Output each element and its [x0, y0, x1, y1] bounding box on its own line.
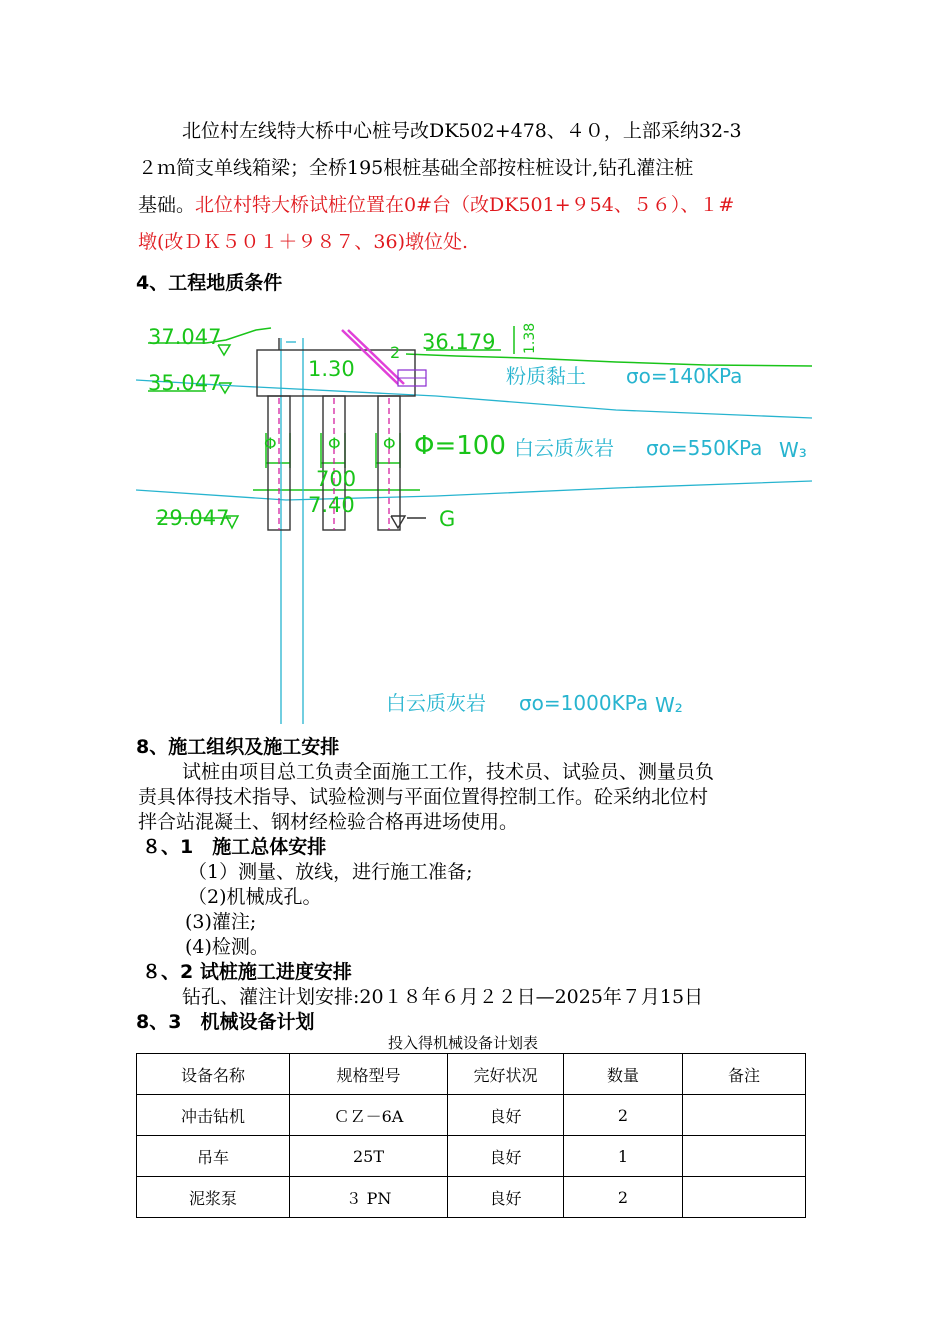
- schedule-text: 钻孔、灌注计划安排:20１８年６月２２日—2025年７月15日: [182, 986, 704, 1008]
- table-cell: 1: [564, 1136, 683, 1177]
- layer-2-sigma: σo=550KPa: [646, 436, 763, 460]
- section-8-line-3: 拌合站混凝土、钢材经检验合格再进场使用。: [138, 811, 519, 833]
- layer-2-name: 白云质灰岩: [514, 436, 614, 460]
- intro-line-4: 墩(改ＤＫ５０１＋９８７、36)墩位处.: [138, 231, 469, 253]
- table-header-row: [137, 1054, 806, 1095]
- step-item-3: (3)灌注;: [185, 911, 257, 933]
- intro-line-2: ２ｍ简支单线箱梁；全桥195根桩基础全部按柱桩设计,钻孔灌注桩: [138, 157, 694, 179]
- elev-29047-label: 29.047: [156, 506, 230, 530]
- phi-label-3: Φ: [383, 434, 396, 453]
- section-8-title: 8、施工组织及施工安排: [136, 736, 340, 758]
- slope-label: 2: [390, 343, 401, 362]
- table-row: [137, 1177, 806, 1218]
- table-cell: 良好: [448, 1136, 564, 1177]
- elev-36179-label: 36.179: [422, 330, 496, 354]
- section-8-3-title: 8、3 机械设备计划: [136, 1011, 315, 1033]
- table-cell: 冲击钻机: [137, 1095, 290, 1136]
- table-cell: 泥浆泵: [137, 1177, 290, 1218]
- elev-35047-label: 35.047: [148, 371, 222, 395]
- table-cell: 25T: [290, 1136, 448, 1177]
- table-caption: 投入得机械设备计划表: [388, 1034, 539, 1052]
- geology-drawing: [136, 318, 816, 726]
- table-cell: ＣＺ－6A: [290, 1095, 448, 1136]
- step-item-4: (4)检测。: [185, 936, 269, 958]
- dim-740-label: 7.40: [308, 493, 355, 517]
- step-item-1: （1）测量、放线，进行施工准备;: [188, 861, 473, 883]
- intro-line-3-black: 基础。: [138, 194, 196, 216]
- g-label: G: [439, 507, 456, 531]
- layer-1-sigma: σo=140KPa: [626, 364, 743, 388]
- phi-label-2: Φ: [328, 434, 341, 453]
- table-cell: [683, 1136, 806, 1177]
- layer-2-grade: W₃: [779, 438, 807, 462]
- table-cell: ３ PN: [290, 1177, 448, 1218]
- test-pile-location-text: 北位村特大桥试桩位置在0#台（改DK501+９54、５６）、１#: [195, 194, 735, 216]
- table-header-cell: 数量: [564, 1054, 683, 1095]
- elev-37047-label: 37.047: [148, 325, 222, 349]
- table-cell: [683, 1177, 806, 1218]
- section-8-2-title: ８、2 试桩施工进度安排: [142, 961, 352, 983]
- table-header-cell: 完好状况: [448, 1054, 564, 1095]
- table-cell: [683, 1095, 806, 1136]
- layer-3-sigma: σo=1000KPa: [519, 691, 649, 715]
- table-row: [137, 1095, 806, 1136]
- table-cell: 良好: [448, 1177, 564, 1218]
- dim-130-label: 1.30: [308, 357, 355, 381]
- table-row: [137, 1136, 806, 1177]
- dim-700-label: 700: [316, 467, 357, 491]
- section-4-title: 4、工程地质条件: [136, 272, 283, 294]
- intro-line-1: 北位村左线特大桥中心桩号改DK502+478、４０，上部采纳32-3: [182, 120, 742, 142]
- step-item-2: （2)机械成孔。: [188, 886, 322, 908]
- table-cell: 2: [564, 1095, 683, 1136]
- table-cell: 2: [564, 1177, 683, 1218]
- table-cell: 吊车: [137, 1136, 290, 1177]
- dim-138-label: 1.38: [522, 322, 538, 354]
- layer-3-grade: W₂: [655, 693, 683, 717]
- section-8-1-title: ８、1 施工总体安排: [142, 836, 327, 858]
- pile-diameter-label: Φ=100: [414, 431, 506, 461]
- layer-1-name: 粉质黏土: [506, 364, 586, 388]
- table-header-cell: 设备名称: [137, 1054, 290, 1095]
- table-header-cell: 备注: [683, 1054, 806, 1095]
- table-header-cell: 规格型号: [290, 1054, 448, 1095]
- phi-label-1: Φ: [264, 434, 277, 453]
- layer-3-name: 白云质灰岩: [386, 691, 486, 715]
- section-8-line-1: 试桩由项目总工负责全面施工工作，技术员、试验员、测量员负: [182, 761, 715, 783]
- intro-line-3: [138, 187, 734, 224]
- equipment-table: [136, 1053, 806, 1218]
- section-8-line-2: 责具体得技术指导、试验检测与平面位置得控制工作。砼采纳北位村: [138, 786, 709, 808]
- table-cell: 良好: [448, 1095, 564, 1136]
